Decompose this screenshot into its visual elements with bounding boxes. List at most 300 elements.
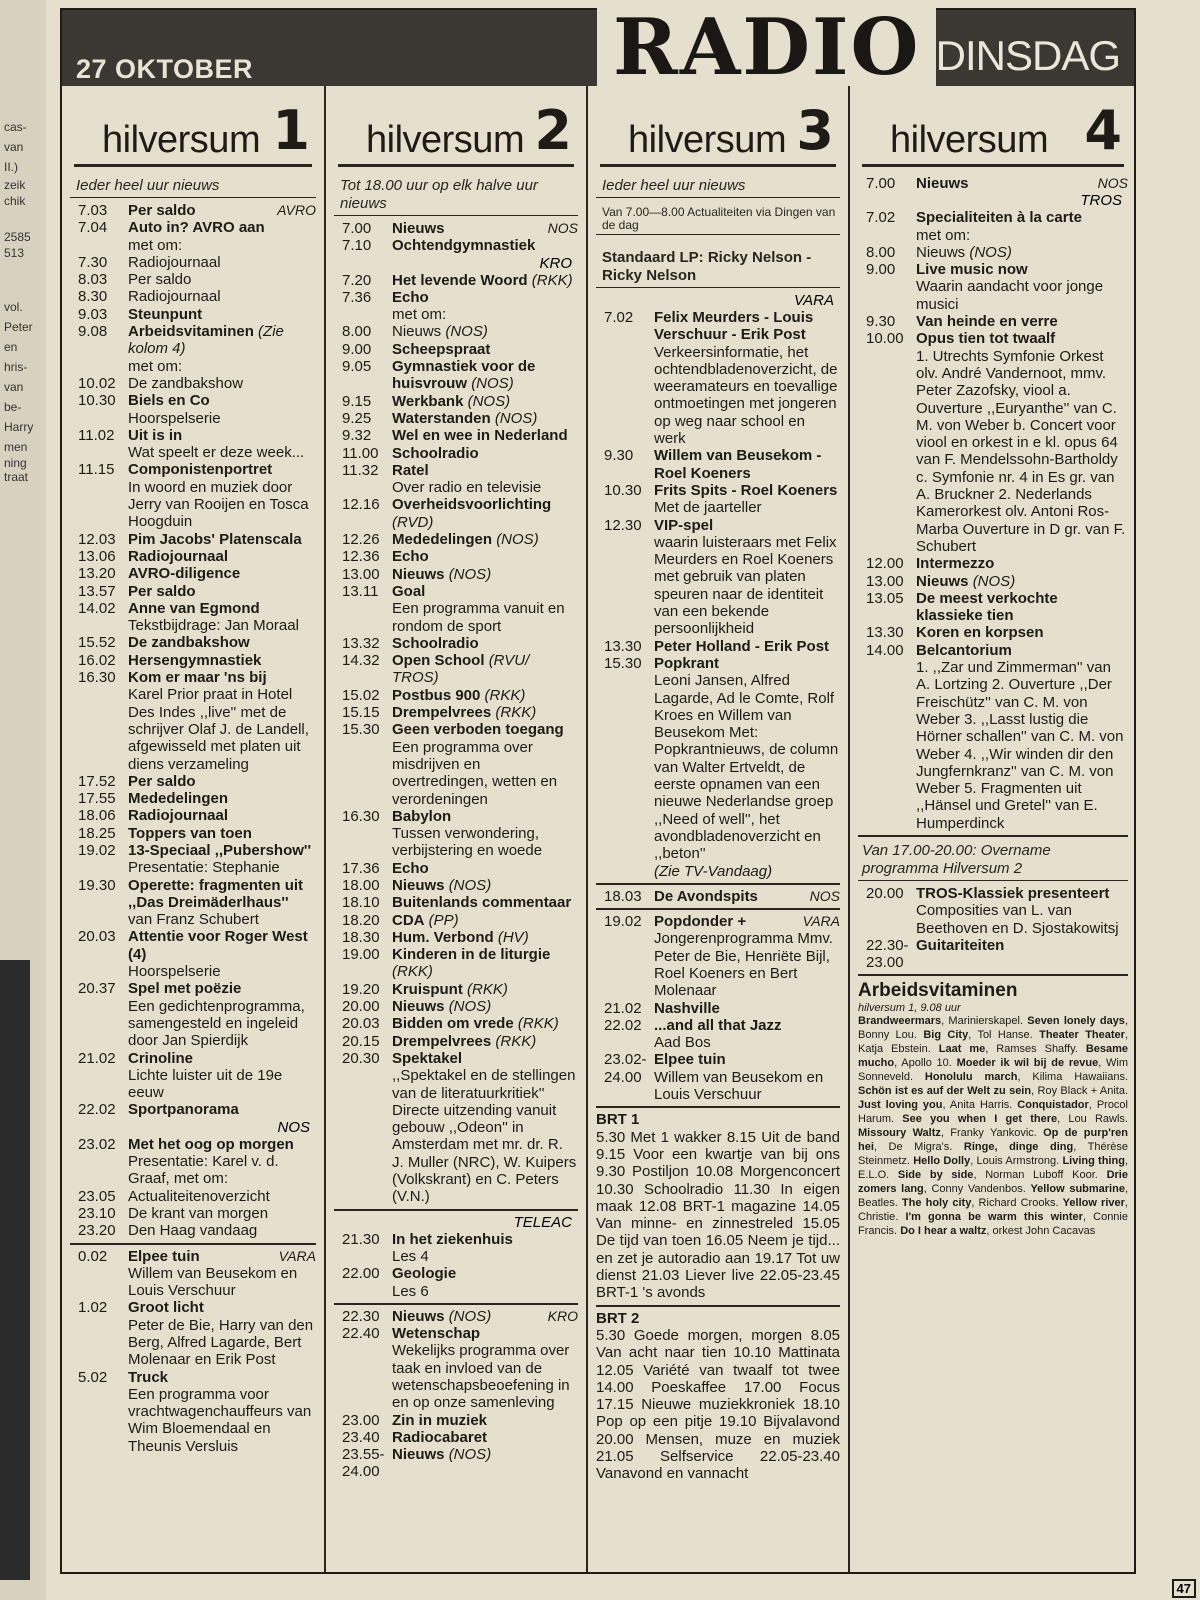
program-details	[654, 517, 840, 638]
program-row	[596, 655, 840, 880]
program-row	[596, 1017, 840, 1052]
program-time: 9.25	[342, 409, 372, 427]
program-row	[334, 1325, 578, 1411]
program-details	[916, 642, 1128, 832]
program-details	[392, 1231, 578, 1266]
song-title: See you when I get there	[902, 1113, 1058, 1126]
program-time: 21.02	[78, 1049, 116, 1067]
program-row	[70, 375, 316, 392]
program-broadcaster: (NOS)	[496, 531, 539, 549]
program-title: Radiojournaal	[128, 547, 229, 565]
program-description: Hoorspelserie	[128, 409, 221, 427]
adjacent-page-fragment: van	[4, 140, 24, 154]
program-details	[392, 427, 578, 444]
program-time: 19.02	[78, 841, 116, 859]
program-time: 22.02	[78, 1101, 116, 1119]
program-title: Radiojournaal	[128, 253, 221, 271]
program-time: 15.15	[342, 704, 380, 722]
program-broadcaster: (RKK)	[495, 704, 537, 722]
program-details	[128, 548, 316, 565]
song-title: Laat me	[938, 1043, 986, 1056]
program-title: Waterstanden	[392, 409, 491, 427]
program-description: 1. ,,Zar und Zimmerman'' van A. Lortzing 2. Ouverture ,,Der Freischütz'' van C. M. von Weber 3. ,,Lasst lustig die Hörner schallen'' van C. M. von Weber 4. ,,Wir winden dir den Jungfernkranz'' van C. M. von Weber 5. Fragmenten uit ,,Hänsel und Gretel'' van E. Humperdinck	[916, 659, 1124, 832]
program-title: Uit is in	[128, 426, 183, 444]
program-time: 13.20	[78, 565, 116, 583]
program-details	[128, 565, 316, 582]
song-title: I'm gonna be warm this winter	[905, 1211, 1083, 1224]
station-heading	[74, 86, 312, 167]
broadcaster-label: NOS	[809, 887, 840, 904]
program-row	[334, 1412, 578, 1429]
program-time: 11.02	[78, 426, 115, 444]
program-row	[858, 885, 1128, 937]
program-details	[916, 261, 1128, 313]
program-time: 13.30	[866, 624, 904, 642]
program-row	[334, 393, 578, 410]
program-row	[334, 912, 578, 929]
program-row	[334, 687, 578, 704]
broadcaster-label: TROS	[1080, 192, 1122, 210]
adjacent-page-fragment: men	[4, 440, 28, 454]
program-title: Attentie voor Roger West (4)	[128, 928, 308, 963]
program-time: 20.00	[866, 884, 904, 902]
program-details	[128, 461, 316, 530]
program-description: Les 6	[392, 1282, 429, 1300]
program-time: 7.02	[866, 209, 896, 227]
program-broadcaster: (RVD)	[392, 513, 434, 531]
program-time: 13.57	[78, 582, 116, 600]
program-time: 10.02	[78, 374, 116, 392]
program-time: 10.30	[78, 392, 116, 410]
adjacent-page-fragment: Harry	[4, 420, 34, 434]
program-time: 19.02	[604, 913, 642, 931]
program-title: 13-Speciaal ,,Pubershow''	[128, 841, 312, 859]
program-title: Drempelvrees	[392, 1032, 492, 1050]
program-title: Belcantorium	[916, 641, 1012, 659]
program-details	[392, 1033, 578, 1050]
program-description: Wat speelt er deze week...	[128, 444, 305, 462]
date-label: 27 OKTOBER	[76, 54, 254, 84]
program-row	[334, 860, 578, 877]
program-title: Nieuws	[392, 998, 445, 1016]
program-time: 8.00	[342, 323, 372, 341]
program-row	[858, 175, 1128, 192]
program-details	[128, 1369, 316, 1455]
program-title: Echo	[392, 859, 429, 877]
program-details	[128, 1188, 316, 1205]
song-artist: , Beatles.	[858, 1183, 1129, 1210]
program-time: 9.00	[342, 340, 372, 358]
broadcaster-label: VARA	[802, 913, 840, 930]
program-description: van Franz Schubert	[128, 911, 259, 929]
adjacent-page-fragment: en	[4, 340, 18, 354]
program-details	[128, 1136, 316, 1188]
program-time: 23.55-24.00	[342, 1446, 385, 1481]
column-hilversum-4	[848, 86, 1136, 1572]
program-time: 23.20	[78, 1222, 116, 1240]
program-details	[128, 531, 316, 548]
program-row	[70, 583, 316, 600]
program-description: Jongerenprogramma Mmv. Peter de Bie, Henriëte Bijl, Roel Koeners en Bert Molenaar	[654, 930, 833, 1000]
program-row	[334, 583, 578, 635]
program-row	[596, 638, 840, 655]
program-details	[128, 583, 316, 600]
program-time: 23.40	[342, 1428, 380, 1446]
divider	[596, 883, 840, 885]
program-time: 12.26	[342, 531, 380, 549]
program-row	[70, 1205, 316, 1222]
program-title: Steunpunt	[128, 305, 203, 323]
program-description: Waarin aandacht voor jonge musici	[916, 278, 1104, 313]
program-row	[334, 981, 578, 998]
program-description: Leoni Jansen, Alfred Lagarde, Ad le Comte, Rolf Kroes en Willem van Beusekom Met: Popkrantnieuws, de column van Walter Ertveldt, de eerste opnamen van een nieuwe Nederlandse groep ,,Need of well'', het avondbladenoverzicht en ,,beton''	[654, 672, 839, 863]
program-details	[392, 393, 578, 410]
program-details	[128, 600, 316, 635]
station-heading	[862, 86, 1124, 167]
program-broadcaster: (NOS)	[471, 375, 514, 393]
program-details	[392, 1050, 578, 1206]
program-title: Hersengymnastiek	[128, 651, 262, 669]
brt2-title: BRT 2	[596, 1309, 640, 1327]
program-row	[70, 1222, 316, 1239]
program-title: Crinoline	[128, 1049, 194, 1067]
program-broadcaster: (HV)	[497, 928, 529, 946]
program-title: Goal	[392, 582, 426, 600]
program-time: 7.10	[342, 237, 372, 255]
program-title: Nieuws	[392, 876, 445, 894]
program-time: 0.02	[78, 1247, 108, 1265]
program-title: Kruispunt	[392, 980, 463, 998]
divider	[596, 1305, 840, 1307]
program-title: Bidden om vrede	[392, 1015, 514, 1033]
broadcaster-label: TELEAC	[513, 1213, 572, 1231]
program-broadcaster: (NOS)	[448, 998, 492, 1016]
program-row	[70, 669, 316, 773]
program-row	[334, 946, 578, 981]
song-artist: , Louis Armstrong.	[970, 1155, 1063, 1168]
program-time: 13.00	[342, 565, 380, 583]
program-row	[334, 877, 578, 894]
program-details	[128, 634, 316, 651]
program-title: Truck	[128, 1368, 169, 1386]
program-row	[858, 261, 1128, 313]
program-title: Den Haag vandaag	[128, 1222, 258, 1240]
program-details	[392, 1308, 578, 1325]
song-artist: , Katja Ebstein.	[858, 1029, 1128, 1056]
program-time: 18.20	[342, 911, 380, 929]
program-details	[654, 655, 840, 880]
program-time: 8.00	[866, 243, 896, 261]
program-row	[70, 634, 316, 651]
program-title: Radiocabaret	[392, 1428, 488, 1446]
program-time: 13.00	[866, 572, 904, 590]
program-title: Groot licht	[128, 1299, 204, 1317]
song-title: Yellow river	[1062, 1197, 1125, 1210]
program-title: In het ziekenhuis	[392, 1230, 513, 1248]
program-title: Nieuws	[392, 220, 445, 237]
song-artist: , E.L.O.	[858, 1155, 1128, 1182]
program-broadcaster: (NOS)	[969, 243, 1012, 261]
program-title: Kom er maar 'ns bij	[128, 669, 267, 687]
program-title: Per saldo	[128, 582, 196, 600]
song-title: Just loving you	[858, 1099, 943, 1112]
program-time: 10.00	[866, 330, 904, 348]
song-title: Missoury Waltz	[858, 1127, 941, 1140]
program-details	[128, 980, 316, 1049]
program-title: Operette: fragmenten uit ,,Das Dreimäderlhaus''	[128, 876, 304, 911]
program-row	[70, 202, 316, 219]
program-details	[654, 482, 840, 517]
program-time: 7.02	[604, 309, 634, 326]
program-row	[334, 272, 578, 289]
program-title: Het levende Woord	[392, 271, 528, 289]
program-row	[596, 913, 840, 999]
song-artist: , Connie Francis.	[858, 1211, 1128, 1238]
program-row	[70, 1101, 316, 1118]
program-row	[70, 288, 316, 305]
program-description: Karel Prior praat in Hotel Des Indes ,,live'' met de schrijver Olaf J. de Landell, afgewisseld met platen uit diens verzameling	[128, 686, 309, 773]
station-number: 3	[796, 99, 834, 162]
program-time: 15.30	[342, 721, 380, 739]
brt2-block	[596, 1310, 840, 1483]
program-broadcaster: (RKK)	[392, 963, 433, 981]
program-title: Arbeidsvitaminen	[128, 323, 254, 341]
program-details	[392, 548, 578, 565]
program-row	[334, 548, 578, 565]
song-title: Side by side	[897, 1169, 974, 1182]
program-time: 11.15	[78, 461, 115, 479]
column-hilversum-2	[324, 86, 586, 1572]
program-note: (Zie TV-Vandaag)	[654, 862, 773, 880]
divider	[70, 1243, 316, 1245]
station-heading	[600, 86, 836, 167]
program-title: Opus tien tot twaalf	[916, 330, 1056, 348]
program-description: Tekstbijdrage: Jan Moraal	[128, 617, 299, 635]
program-details	[392, 894, 578, 911]
program-time: 23.00	[342, 1411, 380, 1429]
radio-listing-frame	[60, 2, 1136, 1574]
song-title: Seven lonely days	[1027, 1015, 1125, 1028]
program-title: Zin in muziek	[392, 1411, 488, 1429]
program-details	[392, 929, 578, 946]
program-title: Elpee tuin	[128, 1247, 200, 1265]
program-details	[128, 219, 316, 254]
program-title: Radiojournaal	[128, 807, 229, 825]
program-time: 9.03	[78, 305, 108, 323]
program-description: Met de jaarteller	[654, 499, 762, 517]
program-row	[70, 600, 316, 635]
program-row	[70, 254, 316, 271]
program-details	[392, 1446, 578, 1481]
program-row	[858, 330, 1128, 555]
program-details	[392, 704, 578, 721]
program-details	[128, 928, 316, 980]
program-time: 22.02	[604, 1016, 642, 1034]
program-title: Popdonder +	[654, 913, 747, 931]
program-title: De Avondspits	[654, 887, 758, 905]
program-time: 16.02	[78, 651, 116, 669]
program-description: met om:	[128, 357, 183, 375]
program-time: 19.30	[78, 876, 116, 894]
program-row	[334, 220, 578, 237]
broadcaster-label: NOS	[277, 1118, 310, 1136]
program-time: 7.30	[78, 253, 108, 271]
program-broadcaster: (NOS)	[448, 1446, 492, 1464]
program-row	[70, 773, 316, 790]
song-title: Living thing	[1062, 1155, 1125, 1168]
actualiteiten-note: Van 7.00—8.00 Actualiteiten via Dingen van de dag	[596, 202, 840, 235]
program-title: Nashville	[654, 999, 720, 1017]
program-title: Scheepspraat	[392, 340, 491, 358]
program-row	[334, 358, 578, 393]
adjacent-page-fragment: Peter	[4, 320, 33, 334]
song-artist: , Christie.	[858, 1197, 1128, 1224]
program-title: Spel met poëzie	[128, 980, 242, 998]
station-heading	[338, 86, 574, 167]
program-details	[916, 209, 1128, 244]
program-row	[70, 565, 316, 582]
program-details	[128, 773, 316, 790]
program-details	[392, 1412, 578, 1429]
program-broadcaster: (RKK)	[517, 1015, 559, 1033]
program-row	[858, 555, 1128, 572]
program-time: 12.03	[78, 530, 116, 548]
program-time: 21.02	[604, 999, 642, 1017]
program-details	[128, 1101, 316, 1118]
program-description: Presentatie: Stephanie	[128, 859, 280, 877]
program-time: 12.00	[866, 555, 904, 573]
program-time: 9.30	[866, 313, 896, 331]
adjacent-page-fragment: van	[4, 380, 24, 394]
program-details	[392, 981, 578, 998]
program-row	[70, 461, 316, 530]
song-artist: , Marinierskapel.	[941, 1015, 1028, 1028]
song-artist: , Franky Yankovic.	[940, 1127, 1044, 1140]
program-row	[858, 590, 1128, 625]
program-title: Geologie	[392, 1265, 457, 1283]
program-broadcaster: (NOS)	[448, 1307, 492, 1325]
program-details	[128, 790, 316, 807]
program-row	[858, 937, 1128, 972]
header-banner	[62, 2, 1134, 93]
page-number: 47	[1172, 1579, 1196, 1598]
program-time: 1.02	[78, 1299, 108, 1317]
program-time: 18.03	[604, 887, 642, 905]
program-details	[128, 652, 316, 669]
program-title: Elpee tuin	[654, 1051, 726, 1069]
program-row	[70, 790, 316, 807]
program-details	[392, 341, 578, 358]
song-artist: , Apollo 10.	[894, 1057, 957, 1070]
program-time: 20.03	[78, 928, 116, 946]
station-name: hilversum	[102, 119, 261, 161]
program-time: 9.08	[78, 323, 108, 341]
news-note: Ieder heel uur nieuws	[596, 167, 840, 198]
program-title: De krant van morgen	[128, 1204, 269, 1222]
song-artist: , Bonny Lou.	[858, 1015, 1128, 1042]
program-time: 20.30	[342, 1049, 380, 1067]
program-time: 7.00	[866, 175, 896, 192]
program-title: Spektakel	[392, 1049, 463, 1067]
program-row	[334, 1033, 578, 1050]
program-row	[334, 496, 578, 531]
program-description: Tussen verwondering, verbijstering en woede	[392, 825, 543, 860]
program-time: 22.00	[342, 1265, 380, 1283]
program-title: Frits Spits - Roel Koeners	[654, 481, 838, 499]
program-time: 23.05	[78, 1187, 116, 1205]
song-title: Yellow submarine	[1030, 1183, 1125, 1196]
column-hilversum-3	[586, 86, 848, 1572]
program-title: Schoolradio	[392, 634, 479, 652]
program-time: 9.32	[342, 427, 372, 445]
program-row	[334, 1308, 578, 1325]
program-broadcaster: (NOS)	[448, 876, 492, 894]
program-details	[392, 566, 578, 583]
program-title: Guitariteiten	[916, 936, 1005, 954]
program-time: 18.25	[78, 824, 116, 842]
program-details	[392, 531, 578, 548]
program-details	[654, 913, 840, 999]
program-row	[334, 998, 578, 1015]
program-description: Presentatie: Karel v. d. Graaf, met om:	[128, 1153, 279, 1188]
program-broadcaster: (RKK)	[467, 980, 508, 998]
program-time: 13.06	[78, 547, 116, 565]
program-time: 19.20	[342, 980, 380, 998]
program-time: 12.36	[342, 548, 380, 566]
song-artist: , Tol Hanse.	[968, 1029, 1040, 1042]
program-description: Over radio en televisie	[392, 479, 542, 497]
program-details	[128, 842, 316, 877]
program-details	[392, 410, 578, 427]
program-details	[128, 669, 316, 773]
program-title: De meest verkochte klassieke tien	[916, 589, 1058, 625]
relay-note: Van 17.00-20.00: Overname programma Hilversum 2	[858, 840, 1128, 881]
program-description: 1. Utrechts Symfonie Orkest olv. André Vandernoot, mmv. Peter Zazofsky, viool a. Ouverture ,,Euryanthe'' van C. M. von Weber b. Concert voor viool en orkest in e kl. opus 64 van F. Mendelssohn-Bartholdy c. Symfonie nr. 4 in Es gr. van A. Bruckner 2. Nederlands Kamerorkest olv. Antoni Ros-Marba Ouverture in D gr. van F. Schubert	[916, 347, 1126, 555]
program-time: 15.30	[604, 654, 642, 672]
program-time: 17.52	[78, 772, 116, 790]
program-broadcaster: (RKK)	[495, 1032, 537, 1050]
program-row	[70, 980, 316, 1049]
program-details	[392, 220, 578, 237]
program-description: Lichte luister uit de 19e eeuw	[128, 1066, 283, 1102]
program-row	[596, 1000, 840, 1017]
song-artist: , Lou Rawls.	[1057, 1113, 1128, 1126]
program-row	[70, 807, 316, 824]
program-title: Geen verboden toegang	[392, 721, 564, 739]
column-hilversum-1	[62, 86, 324, 1572]
adjacent-page-fragment: traat	[4, 470, 29, 484]
program-row	[858, 313, 1128, 330]
program-description: Hoorspelserie	[128, 963, 221, 981]
program-title: Hum. Verbond	[392, 928, 494, 946]
program-time: 15.02	[342, 686, 380, 704]
program-row	[596, 1051, 840, 1103]
arbeidsvitaminen-title: Arbeidsvitaminen	[858, 980, 1018, 1002]
program-broadcaster: (RKK)	[531, 271, 573, 289]
song-artist: , Kilima Hawaiians.	[1017, 1071, 1129, 1084]
program-title: CDA	[392, 911, 425, 929]
program-details	[392, 1429, 578, 1446]
program-row	[334, 323, 578, 340]
program-row	[334, 635, 578, 652]
program-time: 8.03	[78, 271, 108, 289]
program-row	[596, 517, 840, 638]
song-title: Op de purp'ren hei	[858, 1127, 1128, 1154]
broadcaster-label: NOS	[1097, 175, 1128, 191]
program-row	[596, 447, 840, 482]
program-details	[392, 1015, 578, 1032]
brt1-schedule: 5.30 Met 1 wakker 8.15 Uit de band 9.15 Voor een kwartje van bij ons 9.30 Postiljon 10.08 Morgenconcert 10.30 Schoolradio 11.30 In eigen maak 12.08 BRT-1 magazine 14.05 Van minne- en zinnestreled 15.05 De tijd van toen 16.05 Neem je tijd... en zet je autoradio aan 19.17 Tot uw dienst 21.03 Liever live 22.05-23.45 BRT-1 's avonds	[596, 1128, 840, 1302]
